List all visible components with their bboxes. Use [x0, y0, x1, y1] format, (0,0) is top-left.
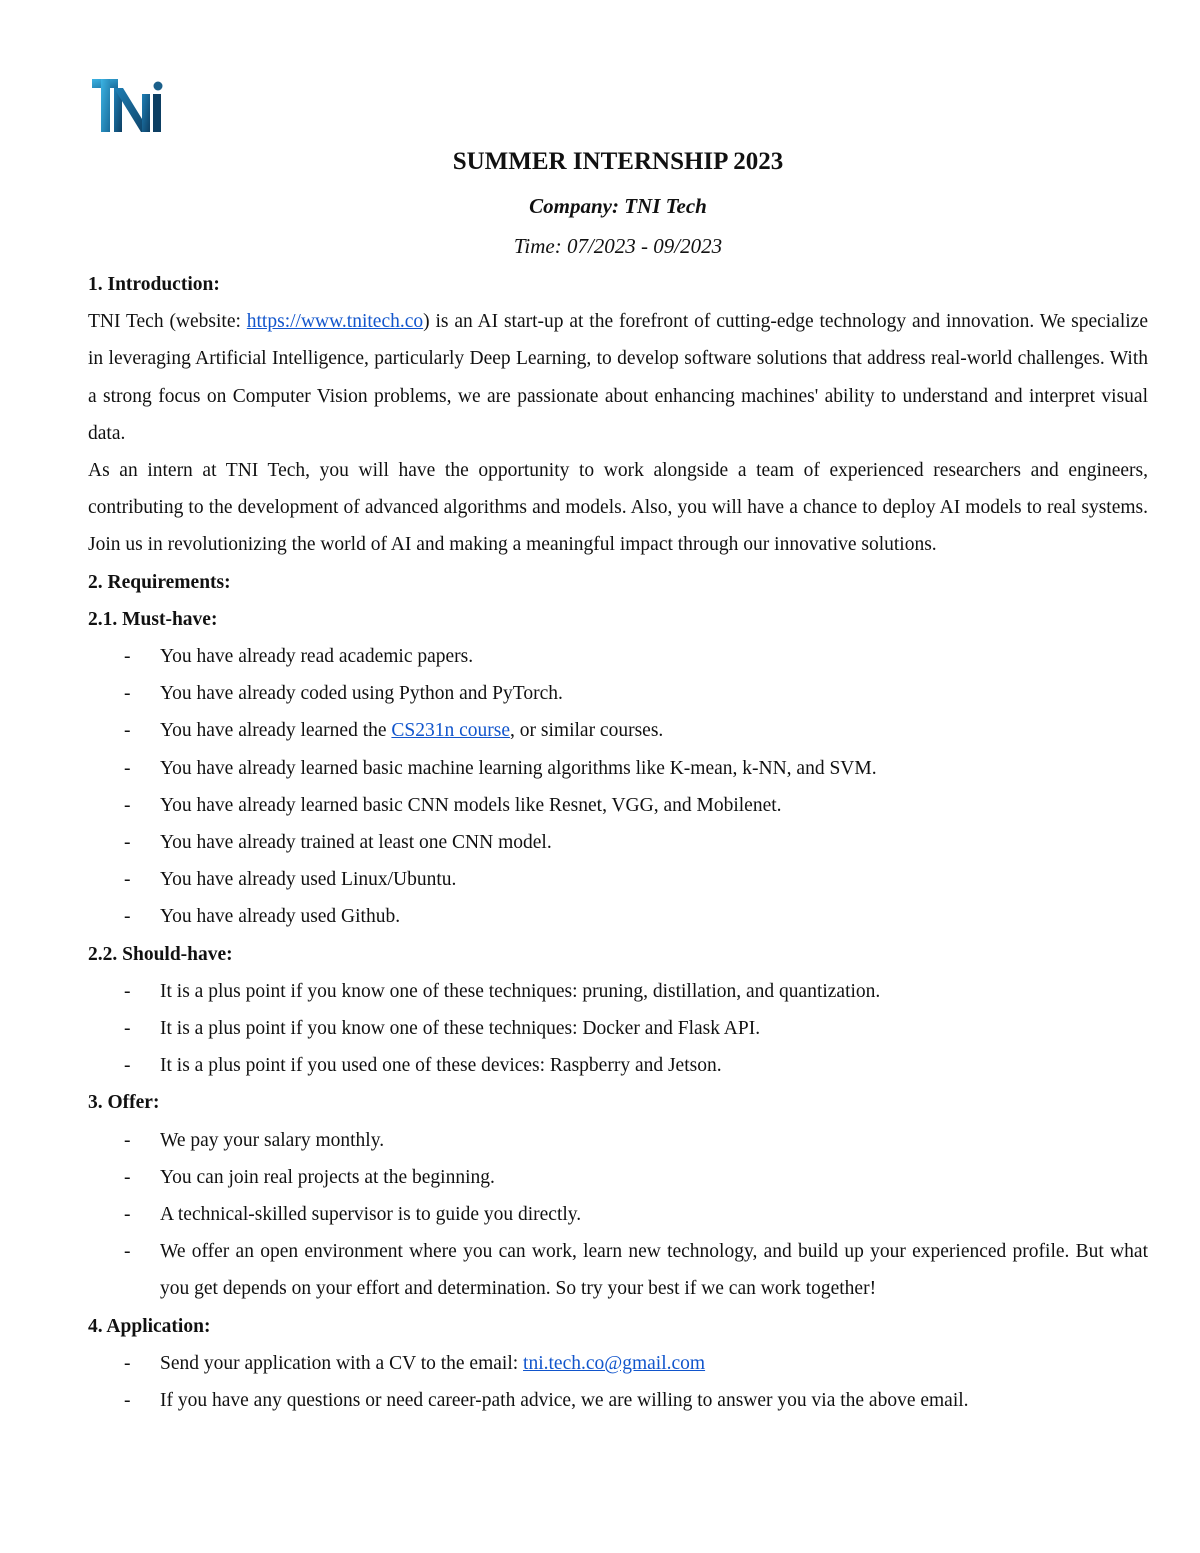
list-item-text: It is a plus point if you used one of these devices: Raspberry and Jetson. — [160, 1055, 722, 1077]
intro-text-after-link: ) is an AI start-up at the forefront of cutting-edge technology and innovation. We specialize in leveraging Artificial Intelligence, particularly Deep Learning, to develop software solutions that address real-world challenges. With a strong focus on Computer Vision problems, we are passionate about enhancing machines' ability to understand and interpret visual data. — [88, 311, 1148, 444]
bullet-dash: - — [124, 1204, 131, 1226]
bullet-dash: - — [124, 757, 131, 779]
list-item — [88, 824, 1148, 861]
list-item — [88, 1010, 1148, 1047]
document-page — [88, 140, 1148, 1419]
list-item-text: A technical-skilled supervisor is to guide you directly. — [160, 1204, 582, 1226]
list-item — [88, 750, 1148, 787]
tni-logo-icon — [92, 76, 164, 134]
cs231n-course-link[interactable]: CS231n course — [391, 720, 511, 742]
subsection-heading-must-have: 2.1. Must-have: — [88, 608, 218, 630]
section-heading-requirements: 2. Requirements: — [88, 571, 231, 593]
list-item — [88, 638, 1148, 675]
list-item-text: We offer an open environment where you can work, learn new technology, and build up your experienced profile. But what you get depends on your effort and determination. So try your best if we can work together! — [160, 1241, 1148, 1300]
list-item-text: You have already coded using Python and PyTorch. — [160, 683, 563, 705]
list-item-text: You have already trained at least one CNN model. — [160, 832, 552, 854]
list-item — [88, 1196, 1148, 1233]
list-item — [88, 1345, 1148, 1382]
list-item — [88, 898, 1148, 935]
must-have-list — [88, 638, 1148, 936]
should-have-list — [88, 973, 1148, 1085]
list-item-text: , or similar courses. — [510, 720, 664, 742]
subsection-heading-should-have: 2.2. Should-have: — [88, 943, 233, 965]
bullet-dash: - — [124, 869, 131, 891]
website-link[interactable]: https://www.tnitech.co — [246, 311, 424, 333]
list-item — [88, 787, 1148, 824]
bullet-dash: - — [124, 906, 131, 928]
list-item — [88, 1159, 1148, 1196]
list-item — [88, 861, 1148, 898]
company-logo — [92, 76, 164, 134]
list-item — [88, 973, 1148, 1010]
bullet-dash: - — [124, 720, 131, 742]
list-item-text: You have already learned the — [160, 720, 392, 742]
list-item — [88, 1233, 1148, 1307]
bullet-dash: - — [124, 1390, 131, 1412]
list-item — [88, 1047, 1148, 1084]
list-item — [88, 1382, 1148, 1419]
section-heading-introduction: 1. Introduction: — [88, 274, 220, 295]
list-item-text: You have already read academic papers. — [160, 646, 474, 668]
list-item-text: Send your application with a CV to the email: — [160, 1352, 524, 1374]
list-item — [88, 1122, 1148, 1159]
list-item-text: It is a plus point if you know one of these techniques: Docker and Flask API. — [160, 1018, 761, 1040]
bullet-dash: - — [124, 1018, 131, 1040]
list-item-text: You have already used Linux/Ubuntu. — [160, 869, 457, 891]
offer-list — [88, 1122, 1148, 1308]
section-heading-offer: 3. Offer: — [88, 1092, 160, 1114]
application-list — [88, 1345, 1148, 1419]
list-item-text: You have already learned basic CNN models like Resnet, VGG, and Mobilenet. — [160, 794, 782, 816]
document-title: SUMMER INTERNSHIP 2023 — [452, 148, 784, 175]
intro-text-before-link: TNI Tech (website: — [88, 311, 247, 333]
company-line: Company: TNI Tech — [529, 194, 707, 218]
intro-paragraph-2: As an intern at TNI Tech, you will have the opportunity to work alongside a team of experienced researchers and engineers, contributing to the development of advanced algorithms and models. Also, you will have a chance to deploy AI models to real systems. Join us in revolutionizing the world of AI and making a meaningful impact through our innovative solutions. — [88, 460, 1148, 556]
list-item-text: We pay your salary monthly. — [160, 1129, 385, 1151]
list-item — [88, 675, 1148, 712]
list-item-text: If you have any questions or need career-path advice, we are willing to answer you via the above email. — [160, 1390, 969, 1412]
list-item-text: You can join real projects at the beginning. — [160, 1166, 495, 1188]
bullet-dash: - — [124, 1055, 131, 1077]
list-item-text: You have already learned basic machine learning algorithms like K-mean, k-NN, and SVM. — [160, 757, 877, 779]
section-heading-application: 4. Application: — [88, 1315, 211, 1337]
list-item — [88, 712, 1148, 749]
email-link[interactable]: tni.tech.co@gmail.com — [523, 1352, 706, 1374]
list-item-text: It is a plus point if you know one of these techniques: pruning, distillation, and quantization. — [160, 980, 881, 1002]
time-line: Time: 07/2023 - 09/2023 — [513, 234, 723, 258]
bullet-dash: - — [124, 980, 131, 1002]
list-item-text: You have already used Github. — [160, 906, 401, 928]
bullet-dash: - — [124, 646, 131, 668]
intro-paragraph-1 — [88, 303, 1148, 452]
bullet-dash: - — [124, 1166, 131, 1188]
bullet-dash: - — [124, 1352, 131, 1374]
bullet-dash: - — [124, 794, 131, 816]
bullet-dash: - — [124, 1129, 131, 1151]
bullet-dash: - — [124, 832, 131, 854]
bullet-dash: - — [124, 683, 131, 705]
bullet-dash: - — [124, 1241, 131, 1263]
